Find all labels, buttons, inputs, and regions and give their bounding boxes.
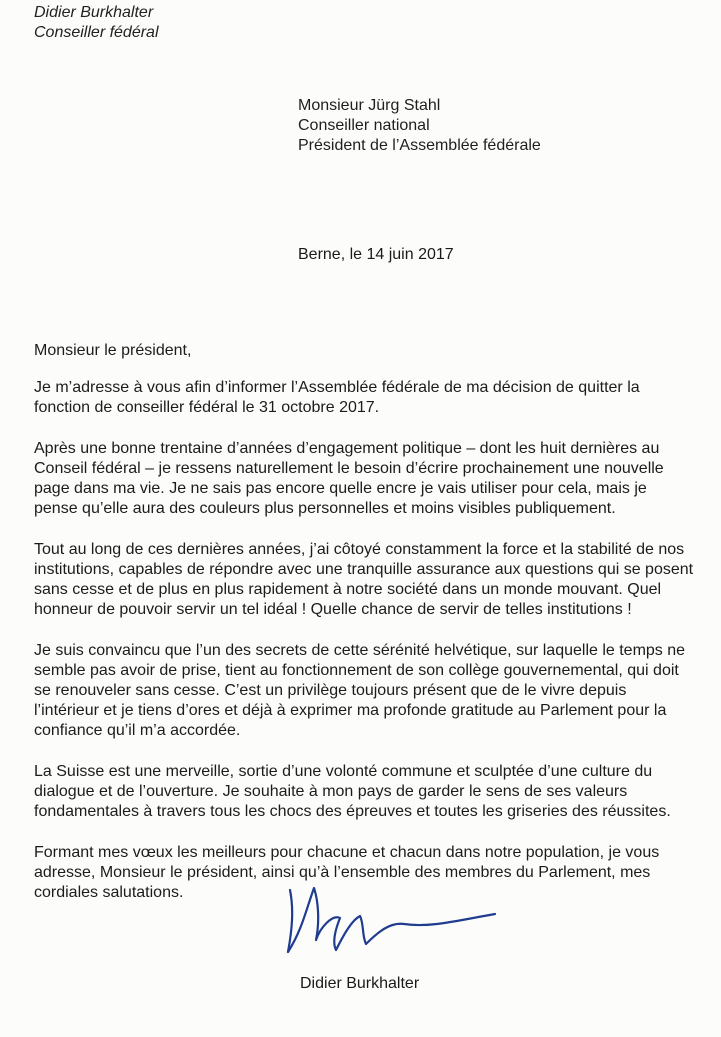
paragraph-line: Après une bonne trentaine d’années d’engagement politique – dont les huit dernières au: [34, 440, 660, 457]
sender-block: [34, 3, 159, 43]
paragraph-line: honneur de pouvoir servir un tel idéal ! Quelle chance de servir de telles institutions !: [34, 601, 632, 618]
paragraph-line: confiance qu’il m’a accordée.: [34, 722, 241, 739]
sender-name: Didier Burkhalter: [34, 4, 154, 21]
paragraph-line: Formant mes vœux les meilleurs pour chacune et chacun dans notre population, je vous: [34, 844, 660, 861]
paragraph-line: sans cesse et de plus en plus rapidement à notre société dans un monde mouvant. Quel: [34, 581, 662, 598]
paragraph-line: La Suisse est une merveille, sortie d’une volonté commune et sculptée d’une culture du: [34, 763, 653, 780]
recipient-address: [298, 96, 541, 156]
paragraph-line: se renouveler sans cesse. C’est un privilège toujours présent que de le vivre depuis: [34, 682, 627, 699]
paragraph-line: semble pas avoir de prise, tient au fonctionnement de son collège gouvernemental, qui doit: [34, 662, 679, 679]
paragraph-1: [34, 378, 698, 418]
paragraph-2: [34, 439, 698, 519]
signature-stroke: [288, 888, 495, 952]
paragraph-3: [34, 540, 698, 620]
recipient-role: Conseiller national: [298, 117, 430, 134]
letter-date: Berne, le 14 juin 2017: [298, 246, 454, 263]
paragraph-line: adresse, Monsieur le président, ainsi qu’à l’ensemble des membres du Parlement, mes: [34, 864, 651, 881]
handwritten-signature: [280, 880, 505, 955]
paragraph-5: [34, 762, 698, 822]
paragraph-4: [34, 641, 698, 741]
recipient-name: Monsieur Jürg Stahl: [298, 97, 441, 114]
letter-body: [34, 341, 698, 924]
paragraph-line: pense qu’elle aura des couleurs plus personnelles et moins visibles publiquement.: [34, 500, 616, 517]
salutation: [34, 341, 698, 361]
recipient-office: Président de l’Assemblée fédérale: [298, 137, 541, 154]
paragraph-line: institutions, capables de répondre avec une tranquille assurance aux questions qui se posent: [34, 561, 694, 578]
sender-title: Conseiller fédéral: [34, 24, 159, 41]
paragraph-line: dialogue et de l’ouverture. Je souhaite à mon pays de garder le sens de ses valeurs: [34, 783, 628, 800]
paragraph-line: Tout au long de ces dernières années, j’ai côtoyé constamment la force et la stabilité de nos: [34, 541, 685, 558]
paragraph-line: l’intérieur et je tiens d’ores et déjà à exprimer ma profonde gratitude au Parlement pour la: [34, 702, 667, 719]
paragraph-line: Conseil fédéral – je ressens naturellement le besoin d’écrire prochainement une nouvelle: [34, 460, 664, 477]
paragraph-line: fondamentales à travers tous les chocs des épreuves et toutes les griseries des réussites.: [34, 803, 671, 820]
paragraph-line: page dans ma vie. Je ne sais pas encore quelle encre je vais utiliser pour cela, mais je: [34, 480, 647, 497]
paragraph-line: Je m’adresse à vous afin d’informer l’Assemblée fédérale de ma décision de quitter la: [34, 379, 640, 396]
paragraph-line: cordiales salutations.: [34, 884, 184, 901]
signatory-name: Didier Burkhalter: [300, 975, 420, 992]
paragraph-line: Je suis convaincu que l’un des secrets de cette sérénité helvétique, sur laquelle le temps ne: [34, 642, 686, 659]
salutation-text: Monsieur le président,: [34, 342, 192, 359]
paragraph-line: fonction de conseiller fédéral le 31 octobre 2017.: [34, 399, 380, 416]
